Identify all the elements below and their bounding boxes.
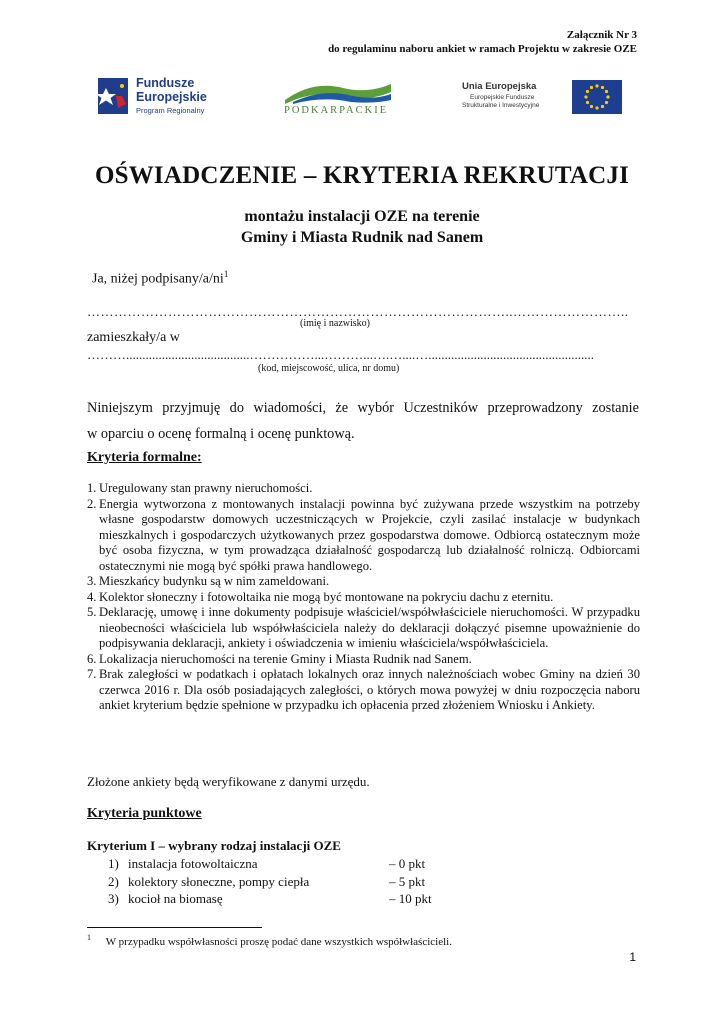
address-hint: (kod, miejscowość, ulica, nr domu) [258, 363, 400, 374]
item-points: – 0 pkt [389, 856, 426, 871]
intro-line1: Niniejszym przyjmuję do wiadomości, że wybór Uczestników przeprowadzony zostanie [87, 400, 639, 416]
item-number: 1. [87, 481, 97, 495]
ue-line1: Unia Europejska [462, 81, 537, 92]
criterion1-item-2 [108, 873, 426, 890]
fe-line2: Europejskie [136, 90, 207, 104]
formal-criteria-heading: Kryteria formalne: [87, 450, 202, 465]
footnote-number: 1 [87, 933, 91, 942]
list-item [87, 497, 640, 575]
footnote-ref: 1 [223, 269, 229, 279]
signer-label-text: Ja, niżej podpisany/a/ni [92, 271, 224, 287]
item-text: Kolektor słoneczny i fotowoltaika nie mogą być montowane na pokryciu dachu z eternitu. [99, 589, 554, 604]
item-number: 5. [87, 605, 97, 619]
pk-name: PODKARPACKIE [284, 105, 389, 116]
criterion1-item-3 [108, 890, 432, 907]
item-text: Lokalizacja nieruchomości na terenie Gminy i Miasta Rudnik nad Sanem. [99, 651, 472, 666]
item-number: 6. [87, 651, 97, 666]
item-number: 3. [87, 574, 97, 588]
item-label: kocioł na biomasę [128, 891, 223, 906]
criterion1-heading: Kryterium I – wybrany rodzaj instalacji OZE [87, 838, 341, 853]
item-number: 3) [108, 891, 119, 906]
name-hint: (imię i nazwisko) [300, 318, 370, 329]
item-text: Mieszkańcy budynku są w nim zameldowani. [99, 574, 330, 588]
item-points: – 10 pkt [389, 891, 432, 906]
item-text: Energia wytworzona z montowanych instalacji powinna być zużywana przede wszystkim na potrzeby własne gospodarstw domowych uczestniczących w Projekcie, czyli zasilać instalacje w budynkach mieszkalnych i gospodarczych użytkowanych przez gospodarstwa domowe. Odbiorcą ostatecznym może być osoba fizyczna, w tym prowadząca działalność gospodarczą lub działalność rolniczą. Odbiorcami ostatecznymi nie mogą być spółki prawa handlowego. [99, 496, 640, 573]
item-label: kolektory słoneczne, pompy ciepła [128, 874, 310, 889]
points-criteria-heading: Kryteria punktowe [87, 806, 202, 821]
item-label: instalacja fotowoltaiczna [128, 856, 258, 871]
signer-label [92, 266, 228, 288]
address-dotted-line: ………......................................……………...………...….…....…................................................... [87, 347, 594, 362]
pk-hills-icon [283, 78, 393, 104]
item-points: – 5 pkt [389, 874, 426, 889]
fe-star-icon [92, 74, 132, 118]
list-item [87, 605, 640, 652]
page-number: 1 [629, 950, 636, 964]
list-item [87, 481, 640, 497]
item-number: 1) [108, 856, 119, 871]
list-item [87, 652, 640, 668]
item-text: Brak zaległości w podatkach i opłatach lokalnych oraz innych należnościach wobec Gminy na dzień 30 czerwca 2016 r. Dla osób posiadających zaległości, o których mowa powyżej w dniu rozpoczęcia naboru ankiet kryterium będzie spełnione w przypadku ich opłacenia przed złożeniem Wniosku i Ankiety. [99, 667, 640, 712]
unia-europejska-logo [462, 80, 622, 114]
formal-criteria-list [87, 481, 640, 714]
name-dotted-line: …………………………………………………………………………………..…………………….. [87, 304, 629, 319]
fe-line3: Program Regionalny [136, 106, 205, 115]
criterion1-item-1 [108, 855, 426, 872]
footnote-text: W przypadku współwłasności proszę podać dane wszystkich współwłaścicieli. [105, 935, 452, 948]
item-number: 4. [87, 589, 97, 604]
subtitle-line1: montażu instalacji OZE na terenie [244, 208, 480, 225]
footnote-divider [87, 927, 262, 928]
footnote [87, 933, 452, 948]
resident-label: zamieszkały/a w [87, 330, 180, 345]
fe-line1: Fundusze [136, 76, 195, 90]
attachment-label: Załącznik Nr 3 [566, 29, 637, 41]
item-number: 7. [87, 667, 97, 681]
item-number: 2. [87, 496, 97, 511]
document-title: OŚWIADCZENIE – KRYTERIA REKRUTACJI [94, 162, 630, 189]
item-text: Uregulowany stan prawny nieruchomości. [99, 481, 313, 495]
list-item [87, 590, 640, 606]
eu-flag-icon [572, 80, 622, 114]
item-text: Deklarację, umowę i inne dokumenty podpisuje właściciel/współwłaściciele nieruchomości. W przypadku nieobecności właściciela lub współwłaściciela należy do deklaracji dołączyć pisemne upoważnienie do podpisywania deklaracji, ankiety i oświadczenia w imieniu właściciela/współwłaściciela. [99, 605, 640, 650]
subtitle-line2: Gminy i Miasta Rudnik nad Sanem [240, 229, 484, 246]
verification-note: Złożone ankiety będą weryfikowane z danymi urzędu. [87, 774, 370, 789]
intro-line2: w oparciu o ocenę formalną i ocenę punktową. [87, 426, 355, 442]
regulation-label: do regulaminu naboru ankiet w ramach Projektu w zakresie OZE [328, 43, 637, 55]
ue-line3: Strukturalne i Inwestycyjne [462, 102, 540, 109]
item-number: 2) [108, 874, 119, 889]
fundusze-europejskie-logo [92, 72, 222, 120]
list-item [87, 574, 640, 590]
list-item [87, 667, 640, 714]
ue-line2: Europejskie Fundusze [470, 94, 535, 101]
podkarpackie-logo [278, 78, 398, 122]
